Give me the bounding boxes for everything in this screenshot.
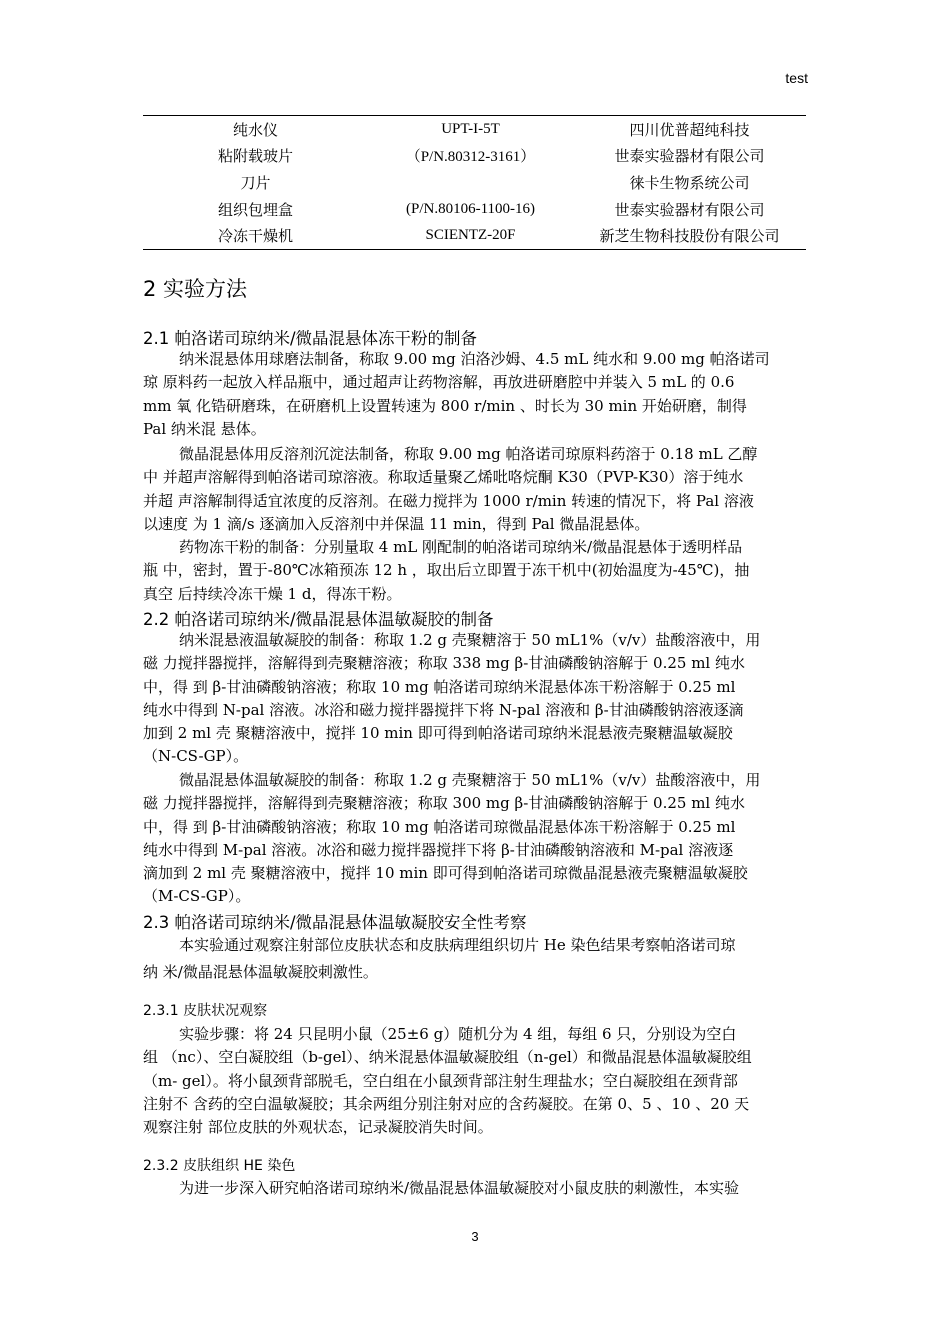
table-cell: 世泰实验器材有限公司 [614,202,765,219]
subsubsection-heading: 2.3.1 皮肤状况观察 [143,1003,268,1019]
page-header: test [785,70,808,86]
table-cell: 冷冻干燥机 [217,229,293,246]
text-line: 真空 后持续冷冻干燥 1 d，得冻干粉。 [143,584,402,603]
table-cell: UPT-I-5T [441,120,500,137]
text-line: 纯水中得到 M-pal 溶液。冰浴和磁力搅拌器搅拌下将 β-甘油磷酸钠溶液和 M-pal 溶液逐 [143,840,734,859]
table-row [143,169,806,196]
text-line: 为进一步深入研究帕洛诺司琼纳米/微晶混悬体温敏凝胶对小鼠皮肤的刺激性，本实验 [179,1179,740,1197]
text-line: 中 并超声溶解得到帕洛诺司琼溶液。称取适量聚乙烯吡咯烷酮 K30（PVP-K30）溶于纯水 [143,468,744,487]
table-cell: SCIENTZ-20F [425,227,516,244]
text-line: 实验步骤：将 24 只昆明小鼠（25±6 g）随机分为 4 组，每组 6 只，分别设为空白 [179,1025,737,1043]
text-line: 药物冻干粉的制备：分别量取 4 mL 刚配制的帕洛诺司琼纳米/微晶混悬体于透明样品 [179,538,743,556]
equipment-table [143,115,806,250]
text-line: 本实验通过观察注射部位皮肤状态和皮肤病理组织切片 He 染色结果考察帕洛诺司琼 [179,936,736,954]
text-line: 纳米混悬液温敏凝胶的制备：称取 1.2 g 壳聚糖溶于 50 mL1%（v/v）盐酸溶液中，用 [179,631,761,649]
text-line: 组 （nc）、空白凝胶组（b-gel）、纳米混悬体温敏凝胶组（n-gel）和微晶混悬体温敏凝胶组 [143,1048,752,1067]
paragraph [143,536,807,606]
subsection-heading: 2.3 帕洛诺司琼纳米/微晶混悬体温敏凝胶安全性考察 [143,913,527,932]
paragraph [143,769,807,909]
text-line: 注射不 含药的空白温敏凝胶；其余两组分别注射对应的含药凝胶。在第 0、5 、10 、20 天 [143,1094,750,1113]
subsection-heading: 2.2 帕洛诺司琼纳米/微晶混悬体温敏凝胶的制备 [143,610,494,629]
text-line: 磁 力搅拌器搅拌，溶解得到壳聚糖溶液；称取 300 mg β-甘油磷酸钠溶解于 0.25 ml 纯水 [143,794,745,813]
text-line: 琼 原料药一起放入样品瓶中，通过超声让药物溶解，再放进研磨腔中并装入 5 mL 的 0.6 [143,373,735,392]
text-line: 微晶混悬体用反溶剂沉淀法制备，称取 9.00 mg 帕洛诺司琼原料药溶于 0.18 mL 乙醇 [179,445,758,463]
table-cell: 纯水仪 [232,122,278,139]
table-cell: 刀片 [240,175,271,192]
section-heading: 2 实验方法 [143,277,248,301]
text-line: 瓶 中，密封，置于-80℃冰箱预冻 12 h ，取出后立即置于冻干机中(初始温度为-45℃)，抽 [143,561,750,580]
text-line: 以速度 为 1 滴/s 逐滴加入反溶剂中并保温 11 min，得到 Pal 微晶混悬体。 [143,514,650,533]
paragraph [143,629,807,769]
text-line: 纳米混悬体用球磨法制备，称取 9.00 mg 泊洛沙姆、4.5 mL 纯水和 9.00 mg 帕洛诺司 [179,350,770,368]
paragraph [143,348,807,441]
text-line: 加到 2 ml 壳 聚糖溶液中，搅拌 10 min 即可得到帕洛诺司琼纳米混悬液壳聚糖温敏凝胶 [143,724,733,743]
table-cell: 组织包埋盒 [217,202,293,219]
text-line: Pal 纳米混 悬体。 [143,419,266,438]
table-cell: 新芝生物科技股份有限公司 [599,229,780,246]
text-line: （M-CS-GP）。 [143,887,251,906]
text-line: 中，得 到 β-甘油磷酸钠溶液；称取 10 mg 帕洛诺司琼纳米混悬体冻干粉溶解于 0.25 ml [143,677,736,696]
text-line: 中，得 到 β-甘油磷酸钠溶液；称取 10 mg 帕洛诺司琼微晶混悬体冻干粉溶解于 0.25 ml [143,817,736,836]
paragraph [143,443,807,536]
table-cell: 徕卡生物系统公司 [629,175,750,192]
table-cell: 粘附载玻片 [217,149,293,166]
text-line: （N-CS-GP）。 [143,747,249,766]
table-cell: (P/N.80106-1100-16) [405,200,536,217]
table-row [143,116,806,143]
table-row [143,143,806,170]
page-number: 3 [471,1229,479,1244]
text-line: 并超 声溶解制得适宜浓度的反溶剂。在磁力搅拌为 1000 r/min 转速的情况下，将 Pal 溶液 [143,491,754,510]
text-line: 微晶混悬体温敏凝胶的制备：称取 1.2 g 壳聚糖溶于 50 mL1%（v/v）盐酸溶液中，用 [179,771,761,789]
subsubsection-heading: 2.3.2 皮肤组织 HE 染色 [143,1158,296,1174]
table-row [143,222,806,249]
text-line: 磁 力搅拌器搅拌，溶解得到壳聚糖溶液；称取 338 mg β-甘油磷酸钠溶解于 0.25 ml 纯水 [143,654,745,673]
table-cell: 四川优普超纯科技 [629,122,750,139]
subsection-heading: 2.1 帕洛诺司琼纳米/微晶混悬体冻干粉的制备 [143,329,478,348]
table-cell: 世泰实验器材有限公司 [614,149,765,166]
table-cell: （P/N.80312-3161） [405,149,536,166]
paragraph [143,1177,807,1200]
paragraph [143,932,807,985]
text-line: 观察注射 部位皮肤的外观状态，记录凝胶消失时间。 [143,1118,493,1137]
text-line: mm 氧 化锆研磨珠，在研磨机上设置转速为 800 r/min 、时长为 30 min 开始研磨，制得 [143,396,747,415]
text-line: 纯水中得到 N-pal 溶液。冰浴和磁力搅拌器搅拌下将 N-pal 溶液和 β-甘油磷酸钠溶液逐滴 [143,700,744,719]
text-line: 纳 米/微晶混悬体温敏凝胶刺激性。 [143,962,378,981]
text-line: 滴加到 2 ml 壳 聚糖溶液中，搅拌 10 min 即可得到帕洛诺司琼微晶混悬液壳聚糖温敏凝胶 [143,864,748,883]
text-line: （m- gel）。将小鼠颈背部脱毛，空白组在小鼠颈背部注射生理盐水；空白凝胶组在颈背部 [143,1071,738,1090]
table-row [143,196,806,223]
paragraph [143,1023,807,1139]
